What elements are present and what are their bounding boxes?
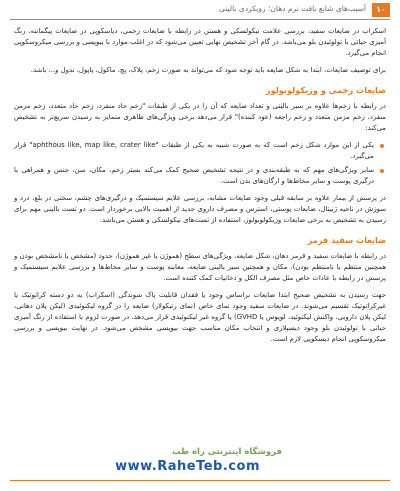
paragraph: جهت رسیدن به تشخیص صحیح ابتدا ضایعات براساس وجود یا فقدان قابلیت پاک شوندگی (اسکراب) به دو دسته کراتوتیک یا غیرکراتوتیک تقسیم می‌شوند. در ضایعات سفید وجود نمای خاص (نمای رتیکولار) ضایعه را در گروه لیکنوئیدی (لیکن پلان دهانی، لیکن پلان دارویی، واکنش لیکنوئید، لوپوس یا GVHD) یا گروه غیر لیکنوئیدی قرار می‌دهد. در صورت لزوم با استفاده از رنگ آمیزی حیاتی با تولوئیدن بلو وجود دیسپلازی و انتخاب مکان مناسب جهت بیوپسی مشخص می‌شود. در نهایت بیوپسی و بررسی میکروسکوپی انجام دیسکوپی لازم است.	[14, 291, 386, 343]
page-number: ۱۰	[372, 3, 390, 17]
list-item: یکی از این موارد شکل زخم است که به صورت شبیه به یکی از طبقات "aphthous like, map like, crater like" قرار می‌گیرد.	[14, 141, 374, 160]
section-heading-ulcer: ضایعات زخمی و وزیکولوبولوز	[265, 85, 386, 95]
watermark-logo: فروشگاه اینترنتی راه طب	[172, 447, 282, 457]
paragraph: در پرسش از بیمار علاوه بر سابقه قبلی وجود ضایعات مشابه، بررسی علایم سیستمیک و درگیری‌های چشم، سختی در بلع، درد و سوزش در ناحیه ژنیتال، ضایعات پوستی، استرس و مصرف داروی جدید از اهمیت بالایی برخوردار است. دو تست بالینی مهم برای رسیدن به تشخیص به برخی ضایعات وزیکولوبولوز، استفاده از تست‌های نیکولسکی و هستن می‌باشد.	[14, 194, 386, 224]
bullet-list	[14, 140, 386, 187]
footer-divider	[10, 480, 390, 481]
section-heading-white-red: ضایعات سفید قرمز	[307, 235, 386, 245]
paragraph: برای توصیف ضایعات، ابتدا به شکل ضایعه باید توجه شود که می‌تواند به صورت زخم، پلاک، پچ، ماکول، پاپول، ندول و... باشد.	[30, 66, 386, 74]
page-content	[14, 26, 386, 351]
header-divider	[10, 19, 390, 20]
paragraph: در رابطه با ضایعات سفید و قرمز دهان، شکل ضایعه، ویژگی‌های سطح (هموژن یا غیر هموژن)، حدود (مشخص یا نامشخص بودن و همچنین منتظم یا نامنتظم بودن)، مکان و همچنین سیر بالینی ضایعه، معاینه پوست و سایر مخاط‌ها و بررسی علایم سیستمیک و پرسش در رابطه با عادات خاص مثل مصرف الکل و دخانیات کمک کننده است.	[14, 252, 386, 282]
page-header	[0, 0, 400, 20]
running-title: آسیب‌های شایع بافت نرم دهان؛ رویکردی بالینی	[219, 4, 366, 13]
paragraph: در رابطه با زخم‌ها علاوه بر سیر بالینی و تعداد ضایعه که آن را در یکی از طبقات "زخم حاد منفرد، زخم حاد متعدد، زخم مزمن منفرد، زخم مزمن متعدد و زخم راجعه (عود کننده)" قرار می‌دهد برخی ویژگی‌های ظاهری متمایز به رسیدن سریع‌تر به تشخیص می‌کند:	[14, 102, 386, 132]
watermark-url[interactable]: www.RaheTeb.com	[115, 459, 260, 474]
paragraph: اسکراب در ضایعات سفید، بررسی علامت نیکولسکی و هستن در رابطه با ضایعات زخمی، دیاسکوپی در ضایعات پیگمانته، رنگ آمیزی حیاتی با تولوئیدن بلو می‌باشد. در گام آخر تشخیص نهایی تعیین می‌شود که در اغلب موارد با بیوپسی و بررسی میکروسکوپی انجام می‌گیرد.	[14, 27, 386, 57]
list-item: سایر ویژگی‌های مهم که به طبقه‌بندی و در نتیجه تشخیص صحیح کمک می‌کند بستر زخم، مکان، سن، جنس و همراهی با درگیری پوست و سایر مخاط‌ها و ارگان‌های بدن است.	[14, 166, 374, 185]
